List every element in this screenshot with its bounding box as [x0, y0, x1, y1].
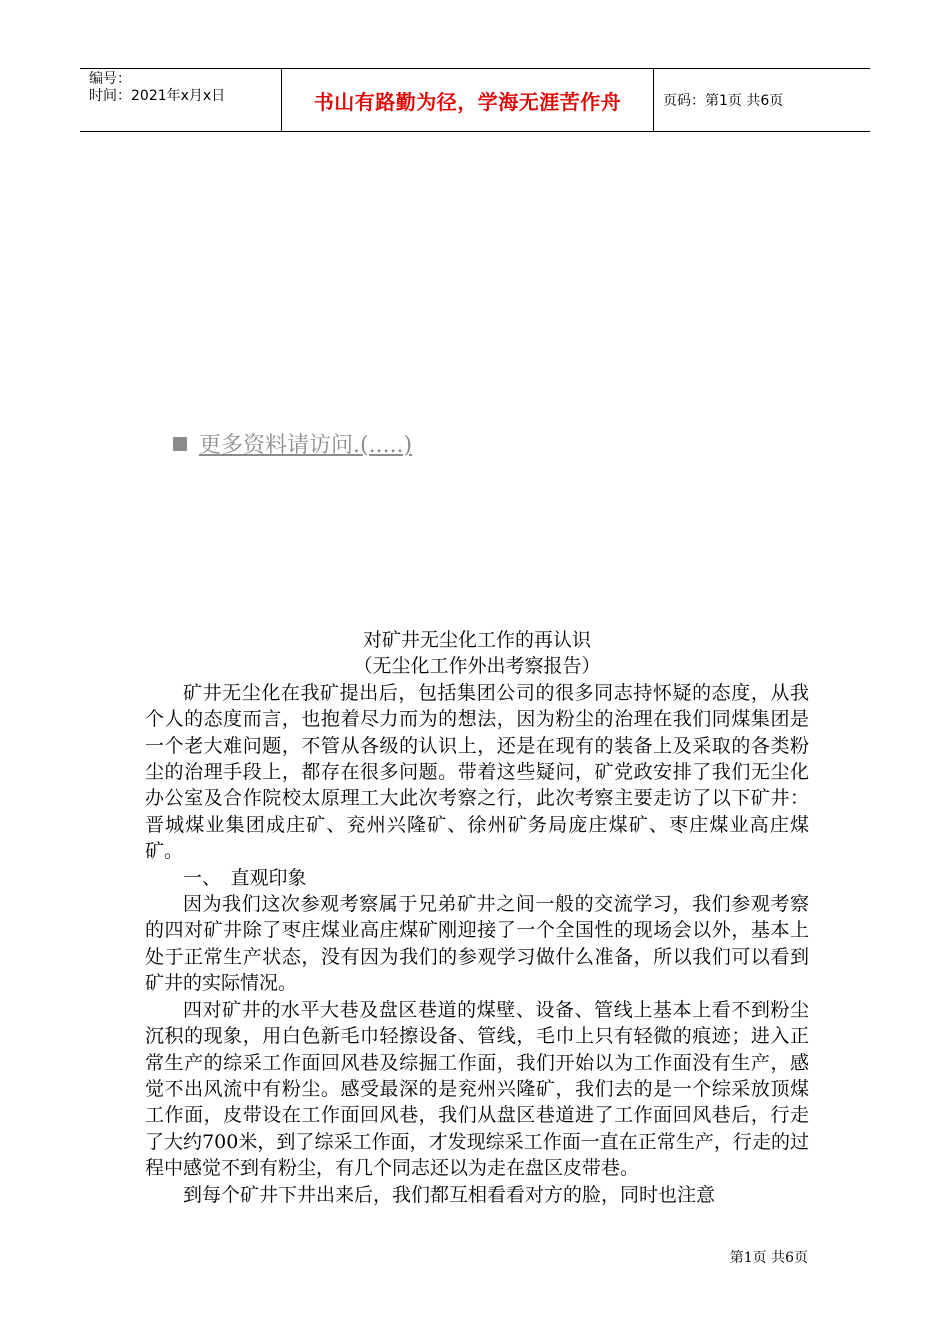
- section-heading: 一、 直观印象: [183, 866, 307, 889]
- body-paragraph: 因为我们这次参观考察属于兄弟矿井之间一般的交流学习，我们参观考察的四对矿井除了枣庄煤业高庄煤矿刚迎接了一个全国性的现场会以外，基本上处于正常生产状态，没有因为我们的参观学习做什么准备，所以我们可以看到矿井的实际情况。: [145, 893, 809, 995]
- body-paragraph: 到每个矿井下井出来后，我们都互相看看对方的脸，同时也注意: [183, 1183, 716, 1206]
- page-footer: 第1页 共6页: [729, 1250, 808, 1266]
- header-meta: [80, 69, 282, 131]
- document-subtitle: （无尘化工作外出考察报告）: [353, 655, 601, 678]
- header-motto: 书山有路勤为径，学海无涯苦作舟: [282, 69, 654, 131]
- document-title: 对矿井无尘化工作的再认识: [362, 629, 591, 651]
- document-body: [145, 627, 809, 1208]
- header-page-info: 页码：第1页 共6页: [663, 93, 784, 109]
- page-header: [80, 68, 870, 132]
- body-paragraph: 四对矿井的水平大巷及盘区巷道的煤壁、设备、管线上基本上看不到粉尘沉积的现象，用白色新毛巾轻擦设备、管线，毛巾上只有轻微的痕迹；进入正常生产的综采工作面回风巷及综掘工作面，我们开始以为工作面没有生产，感觉不出风流中有粉尘。感受最深的是兖州兴隆矿，我们去的是一个综采放顶煤工作面，皮带设在工作面回风巷，我们从盘区巷道进了工作面回风巷后，行走了大约700米，到了综采工作面，才发现综采工作面一直在正常生产，行走的过程中感觉不到有粉尘，有几个同志还以为走在盘区皮带巷。: [145, 998, 809, 1180]
- more-resources-link[interactable]: 更多资料请访问.(.....): [199, 433, 413, 458]
- more-resources-link-row: [173, 428, 412, 459]
- body-paragraph: 矿井无尘化在我矿提出后，包括集团公司的很多同志持怀疑的态度，从我个人的态度而言，也抱着尽力而为的想法，因为粉尘的治理在我们同煤集团是一个老大难问题，不管从各级的认识上，还是在现有的装备上及采取的各类粉尘的治理手段上，都存在很多问题。带着这些疑问，矿党政安排了我们无尘化办公室及合作院校太原理工大此次考察之行，此次考察主要走访了以下矿井：晋城煤业集团成庄矿、兖州兴隆矿、徐州矿务局庞庄煤矿、枣庄煤业高庄煤矿。: [145, 681, 809, 863]
- square-bullet-icon: [173, 437, 187, 451]
- document-time-label: 时间：2021年x月x日: [89, 88, 226, 104]
- document-number-label: 编号：: [89, 71, 131, 87]
